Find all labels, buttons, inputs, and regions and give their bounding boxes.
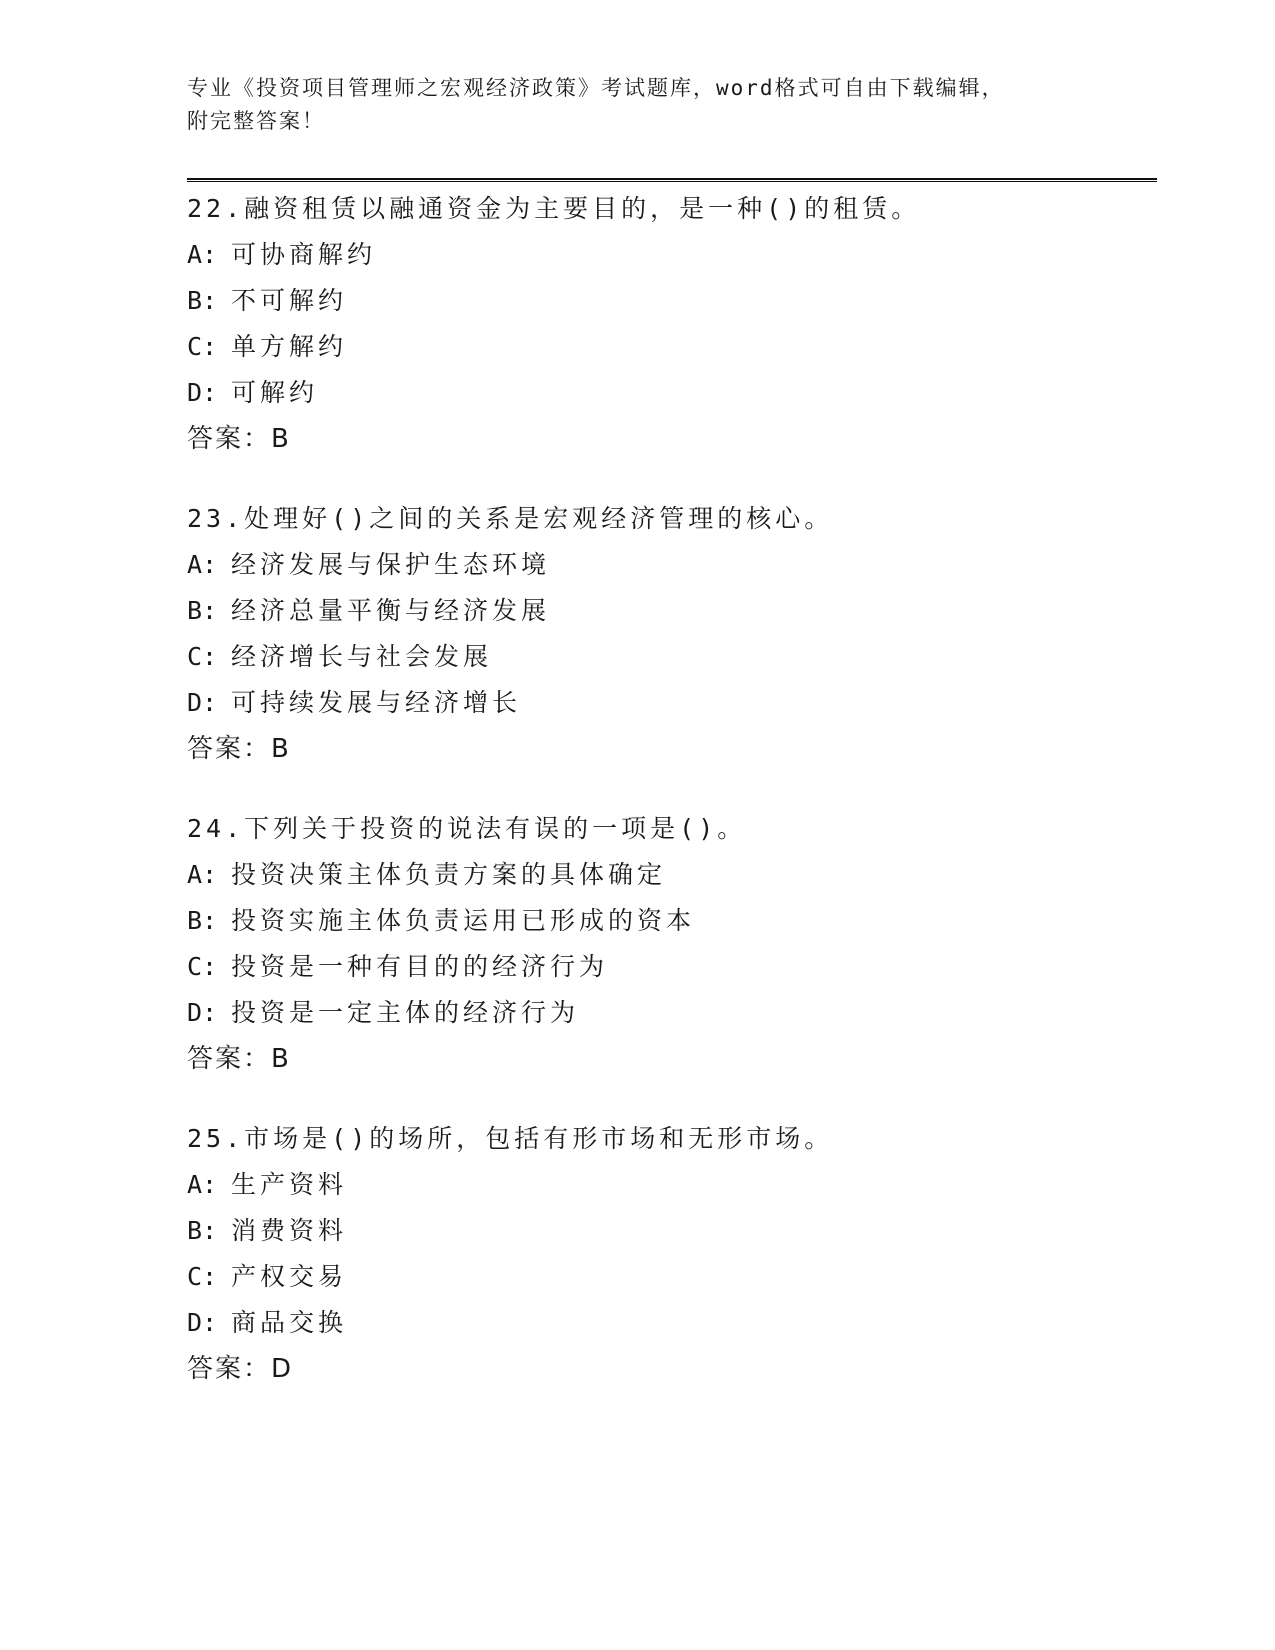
option-b <box>187 1208 1167 1254</box>
header-line-1: 专业《投资项目管理师之宏观经济政策》考试题库，word格式可自由下载编辑， <box>187 76 1005 100</box>
answer-label: 答案： <box>187 1354 272 1384</box>
answer-label: 答案： <box>187 424 272 454</box>
option-letter: B: <box>187 906 218 935</box>
option-letter: B: <box>187 286 218 315</box>
option-text: 投资决策主体负责方案的具体确定 <box>231 860 667 889</box>
option-text: 投资实施主体负责运用已形成的资本 <box>231 906 696 935</box>
option-text: 产权交易 <box>231 1262 348 1291</box>
question-22 <box>187 186 1167 462</box>
answer-line <box>187 416 1167 462</box>
option-text: 可解约 <box>231 378 319 407</box>
option-letter: B: <box>187 596 218 625</box>
option-letter: A: <box>187 550 218 579</box>
option-b <box>187 278 1167 324</box>
option-letter: C: <box>187 642 218 671</box>
question-25 <box>187 1116 1167 1392</box>
option-letter: D: <box>187 688 218 717</box>
option-text: 经济发展与保护生态环境 <box>231 550 551 579</box>
question-stem: 23.处理好()之间的关系是宏观经济管理的核心。 <box>187 504 834 533</box>
answer-value: B <box>271 424 291 454</box>
question-list <box>187 186 1167 1426</box>
option-letter: A: <box>187 860 218 889</box>
document-header <box>187 72 1087 138</box>
option-letter: C: <box>187 1262 218 1291</box>
option-letter: A: <box>187 240 218 269</box>
question-stem: 24.下列关于投资的说法有误的一项是()。 <box>187 814 747 843</box>
option-a <box>187 1162 1167 1208</box>
option-d <box>187 370 1167 416</box>
option-text: 经济总量平衡与经济发展 <box>231 596 551 625</box>
option-letter: A: <box>187 1170 218 1199</box>
option-letter: C: <box>187 952 218 981</box>
option-letter: D: <box>187 998 218 1027</box>
question-24 <box>187 806 1167 1082</box>
option-d <box>187 680 1167 726</box>
header-divider <box>187 178 1157 182</box>
option-a <box>187 542 1167 588</box>
question-stem: 25.市场是()的场所，包括有形市场和无形市场。 <box>187 1124 834 1153</box>
answer-value: B <box>271 1044 291 1074</box>
option-c <box>187 324 1167 370</box>
option-letter: B: <box>187 1216 218 1245</box>
option-text: 单方解约 <box>231 332 348 361</box>
option-text: 不可解约 <box>231 286 348 315</box>
option-c <box>187 634 1167 680</box>
option-b <box>187 588 1167 634</box>
option-text: 消费资料 <box>231 1216 348 1245</box>
option-b <box>187 898 1167 944</box>
question-23 <box>187 496 1167 772</box>
option-d <box>187 1300 1167 1346</box>
answer-value: D <box>271 1354 294 1384</box>
answer-line <box>187 726 1167 772</box>
option-text: 商品交换 <box>231 1308 348 1337</box>
answer-label: 答案： <box>187 734 272 764</box>
option-d <box>187 990 1167 1036</box>
option-letter: C: <box>187 332 218 361</box>
option-a <box>187 852 1167 898</box>
option-text: 投资是一种有目的的经济行为 <box>231 952 609 981</box>
answer-value: B <box>271 734 291 764</box>
answer-label: 答案： <box>187 1044 272 1074</box>
answer-line <box>187 1346 1167 1392</box>
option-c <box>187 944 1167 990</box>
option-text: 经济增长与社会发展 <box>231 642 493 671</box>
header-line-2: 附完整答案！ <box>187 109 325 133</box>
option-text: 可持续发展与经济增长 <box>231 688 522 717</box>
option-text: 可协商解约 <box>231 240 377 269</box>
option-c <box>187 1254 1167 1300</box>
option-letter: D: <box>187 1308 218 1337</box>
answer-line <box>187 1036 1167 1082</box>
option-letter: D: <box>187 378 218 407</box>
option-text: 生产资料 <box>231 1170 348 1199</box>
option-a <box>187 232 1167 278</box>
option-text: 投资是一定主体的经济行为 <box>231 998 580 1027</box>
question-stem: 22.融资租赁以融通资金为主要目的，是一种()的租赁。 <box>187 194 921 223</box>
